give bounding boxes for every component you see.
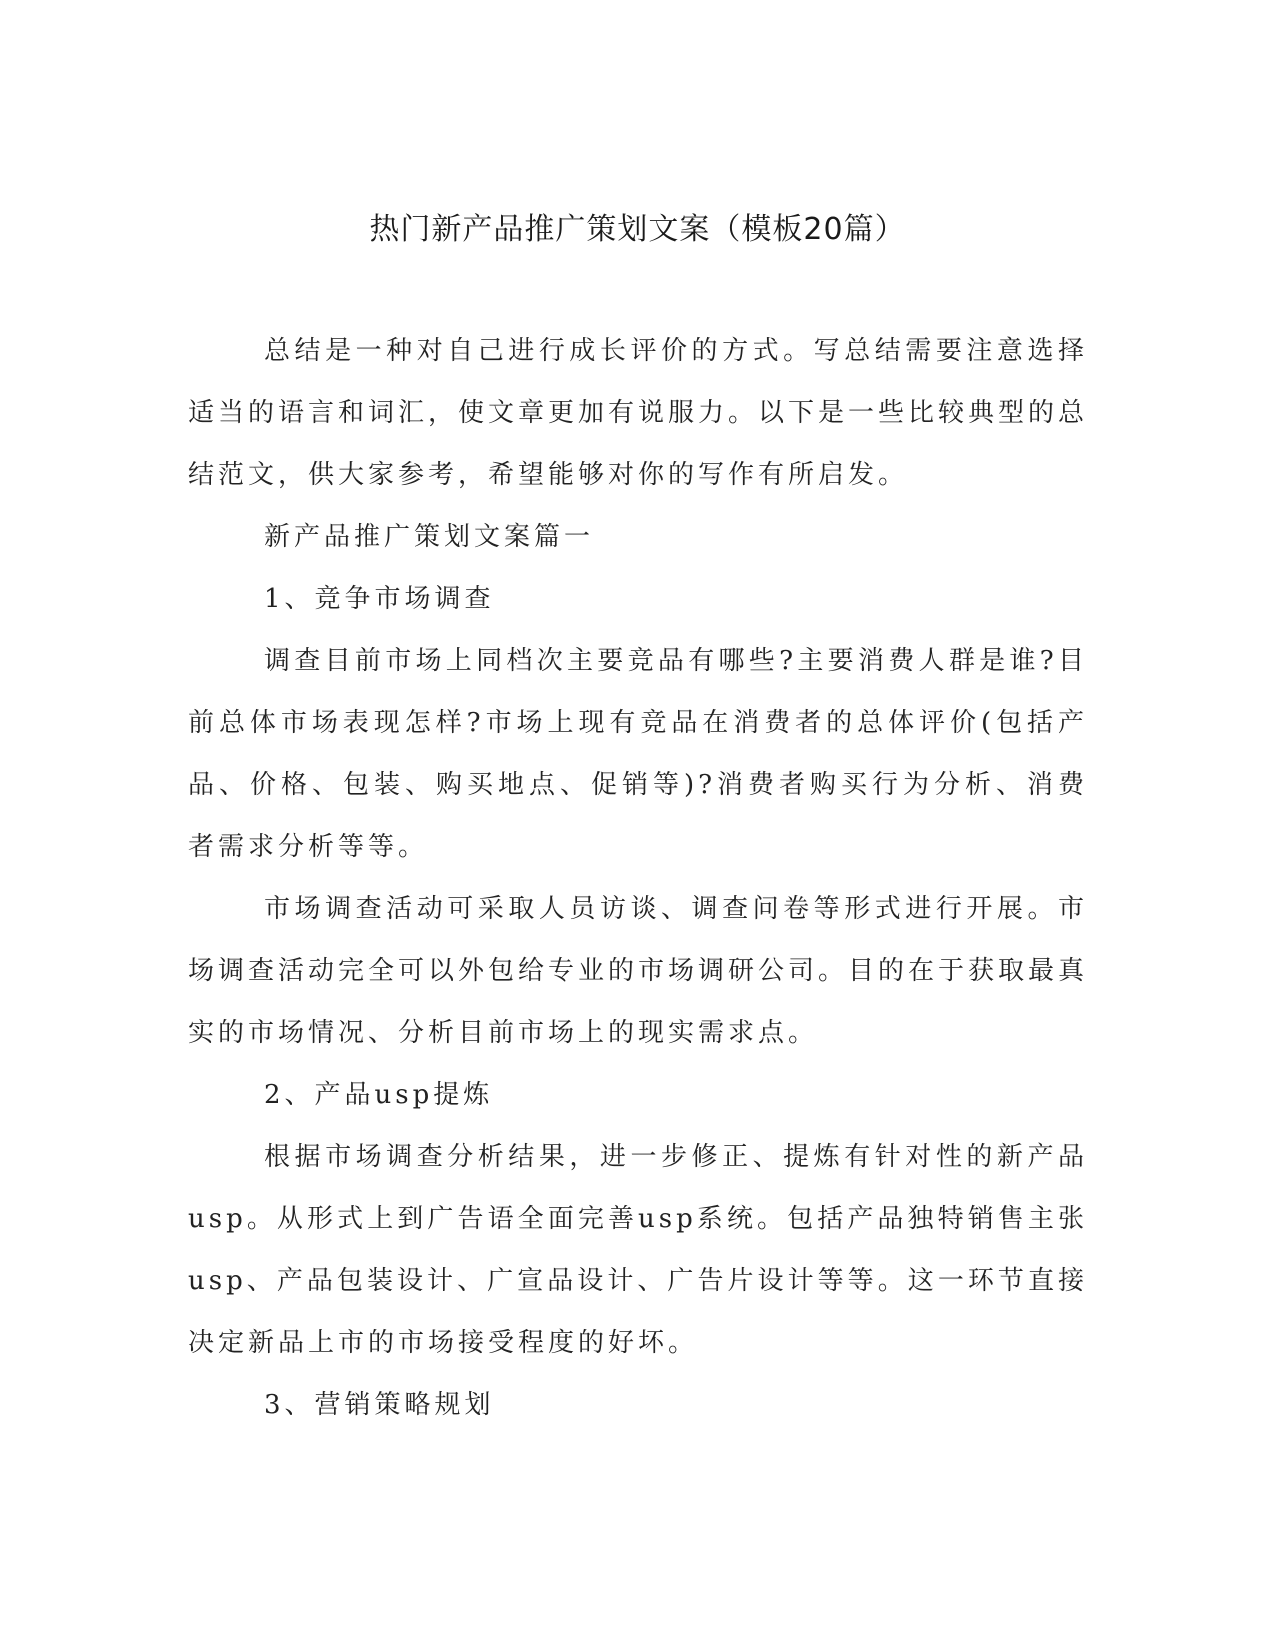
paragraph-usp: 根据市场调查分析结果，进一步修正、提炼有针对性的新产品usp。从形式上到广告语全面完善usp系统。包括产品独特销售主张usp、产品包装设计、广宣品设计、广告片设计等等。这一环节直接决定新品上市的市场接受程度的好坏。 — [188, 1142, 1088, 1358]
document-title: 热门新产品推广策划文案（模板20篇） — [369, 212, 906, 247]
paragraph-market-research-questions: 调查目前市场上同档次主要竞品有哪些?主要消费人群是谁?目前总体市场表现怎样?市场上现有竞品在消费者的总体评价(包括产品、价格、包装、购买地点、促销等)?消费者购买行为分析、消费者需求分析等等。 — [188, 646, 1088, 862]
intro-paragraph: 总结是一种对自己进行成长评价的方式。写总结需要注意选择适当的语言和词汇，使文章更加有说服力。以下是一些比较典型的总结范文，供大家参考，希望能够对你的写作有所启发。 — [188, 336, 1089, 490]
document-body — [188, 320, 1088, 1436]
paragraph-market-research-methods: 市场调查活动可采取人员访谈、调查问卷等形式进行开展。市场调查活动完全可以外包给专业的市场调研公司。目的在于获取最真实的市场情况、分析目前市场上的现实需求点。 — [188, 894, 1089, 1048]
section-title: 新产品推广策划文案篇一 — [264, 522, 595, 552]
subheading-market-research: 1、竞争市场调查 — [264, 584, 495, 614]
subheading-marketing-strategy: 3、营销策略规划 — [264, 1390, 495, 1420]
subheading-usp: 2、产品usp提炼 — [264, 1080, 494, 1110]
